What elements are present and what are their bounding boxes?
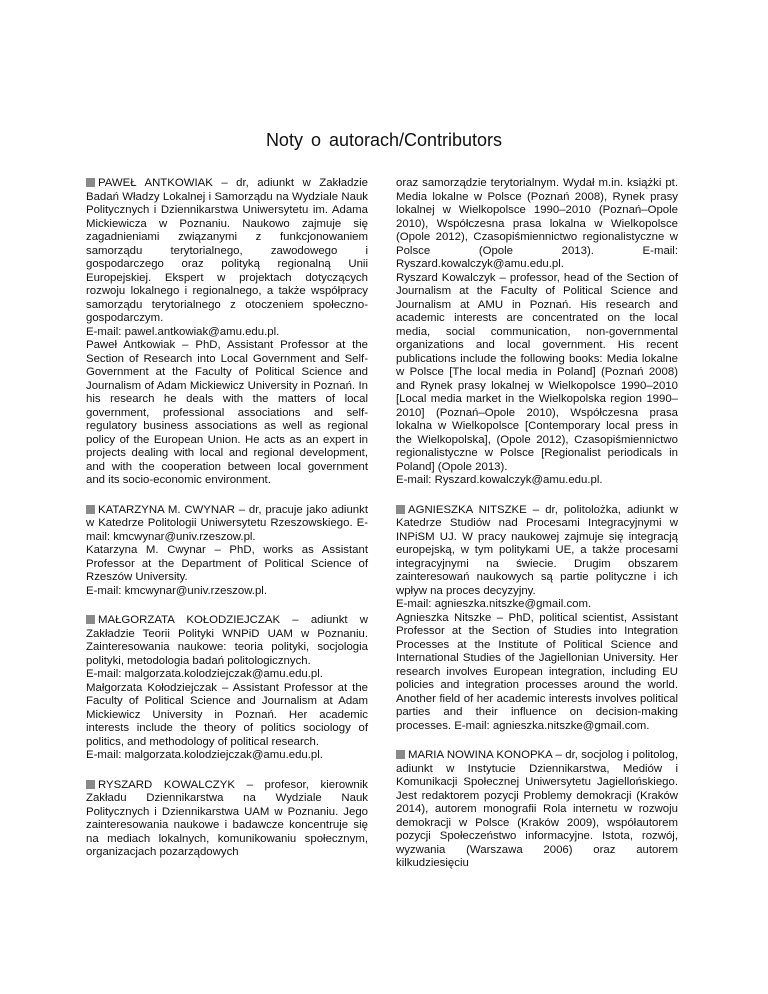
- contributor-bio: [396, 749, 678, 871]
- bio-paragraph: E-mail: malgorzata.kolodziejczak@amu.edu.pl.: [86, 749, 323, 761]
- bio-paragraph: E-mail: kmcwynar@univ.rzeszow.pl.: [86, 584, 267, 597]
- left-column: [86, 177, 368, 876]
- bio-paragraph: E-mail: Ryszard.kowalczyk@amu.edu.pl.: [396, 474, 603, 486]
- square-bullet-icon: [396, 505, 405, 514]
- bio-paragraph: Małgorzata Kołodziejczak – Assistant Professor at the Faculty of Political Science and Journalism at Adam Mickiewicz University in Poznań. Her academic interests include the theory of politics sociology of politics, and methodology of political research.: [86, 681, 368, 748]
- contributor-entry: [86, 614, 368, 763]
- bio-paragraph: E-mail: malgorzata.kolodziejczak@amu.edu.pl.: [86, 668, 323, 680]
- square-bullet-icon: [86, 780, 95, 789]
- contributor-entry: [396, 504, 678, 734]
- right-column: [396, 177, 678, 887]
- square-bullet-icon: [86, 178, 95, 187]
- bio-text: AGNIESZKA NITSZKE – dr, politolożka, adiunkt w Katedrze Studiów nad Procesami Integracyjnymi w INPiSM UJ. W pracy naukowej zajmuje się integracją europejską, w tym politykami UE, a także procesami integracyjnymi na świecie. Drugim obszarem zainteresowań naukowych są partie polityczne i ich wpływ na proces decyzyjny.: [396, 503, 678, 597]
- square-bullet-icon: [396, 750, 405, 759]
- bio-text: RYSZARD KOWALCZYK – profesor, kierownik Zakładu Dziennikarstwa na Wydziale Nauk Politycznych i Dziennikarstwa UAM w Poznaniu. Jego zainteresowania naukowe i badawcze koncentruje się na mediach lokalnych, komunikowaniu społecznym, organizacjach pozarządowych: [86, 778, 368, 858]
- bio-paragraph: E-mail: agnieszka.nitszke@gmail.com.: [396, 598, 592, 610]
- contributor-entry: [86, 177, 368, 488]
- contributor-entry: [86, 779, 368, 860]
- bio-text: PAWEŁ ANTKOWIAK – dr, adiunkt w Zakładzie Badań Władzy Lokalnej i Samorządu na Wydziale Nauk Politycznych i Dziennikarstwa Uniwersytetu im. Adama Mickiewicza w Poznaniu. Naukowo zajmuje się zagadnieniami związanymi z funkcjonowaniem samorządu terytorialnego, zawodowego i gospodarczego oraz polityką regionalną Unii Europejskiej. Ekspert w projektach dotyczących rozwoju lokalnego i regionalnego, a także współpracy samorządu terytorialnego z otoczeniem społeczno-gospodarczym.: [86, 177, 368, 324]
- square-bullet-icon: [86, 505, 95, 514]
- contributor-entry: [396, 749, 678, 871]
- page-title: Noty o autorach/Contributors: [265, 130, 503, 150]
- bio-paragraph: E-mail: pawel.antkowiak@amu.edu.pl.: [86, 325, 280, 338]
- contributor-bio: [86, 614, 368, 668]
- bio-paragraph: Paweł Antkowiak – PhD, Assistant Professor at the Section of Research into Local Government and Self-Government at the Faculty of Political Science and Journalism of Adam Mickiewicz University in Poznań. In his research he deals with the matters of local government, professional associations and self-regulatory business associations as well as regional policy of the European Union. He acts as an expert in projects dealing with local and regional development, and with the cooperation between local government and its socio-economic environment.: [86, 339, 368, 486]
- contributor-entry: [86, 504, 368, 599]
- contributor-bio: [86, 504, 368, 545]
- bio-text: MARIA NOWINA KONOPKA – dr, socjolog i politolog, adiunkt w Instytucie Dziennikarstwa, Mediów i Komunikacji Społecznej Uniwersytetu Jagiellońskiego. Jest redaktorem pozycji Problemy demokracji (Kraków 2014), autorem monografii Rola internetu w rozwoju demokracji w Polsce (Kraków 2009), współautorem pozycji Społeczeństwo informacyjne. Istota, rozwój, wyzwania (Warszawa 2006) oraz autorem kilkudziesięciu: [396, 749, 678, 869]
- bio-paragraph: Katarzyna M. Cwynar – PhD, works as Assistant Professor at the Department of Political Science of Rzeszów University.: [86, 544, 368, 583]
- bio-paragraph: Agnieszka Nitszke – PhD, political scientist, Assistant Professor at the Section of Studies into Integration Processes at the Institute of Political Science and International Studies of the Jagiellonian University. Her research involves European integration, including EU policies and integration processes around the world. Another field of her academic interests involves political parties and their influence on decision-making processes. E-mail: agnieszka.nitszke@gmail.com.: [396, 611, 678, 732]
- bio-text: KATARZYNA M. CWYNAR – dr, pracuje jako adiunkt w Katedrze Politologii Uniwersytetu Rzeszowskiego. E-mail: kmcwynar@univ.rzeszow.pl.: [86, 503, 368, 543]
- contributor-entry-continued: [396, 177, 678, 488]
- bio-paragraph: oraz samorządzie terytorialnym. Wydał m.in. książki pt. Media lokalne w Polsce (Poznań 2008), Rynek prasy lokalnej w Wielkopolsce 1990–2010 (Poznań–Opole 2010), Współczesna prasa lokalna w Wielkopolsce (Opole 2012), Czasopiśmiennictwo regionalistyczne w Polsce (Opole 2013). E-mail: Ryszard.kowalczyk@amu.edu.pl.: [396, 177, 678, 270]
- contributor-bio: [86, 779, 368, 860]
- bio-text: MAŁGORZATA KOŁODZIEJCZAK – adiunkt w Zakładzie Teorii Polityki WNPiD UAM w Poznaniu. Zainteresowania naukowe: teoria polityki, socjologia polityki, metodologia badań politologicznych.: [86, 614, 368, 667]
- bio-paragraph: Ryszard Kowalczyk – professor, head of the Section of Journalism at the Faculty of Political Science and Journalism at AMU in Poznań. His research and academic interests are concentrated on the local media, social communication, non-governmental organizations and local government. His recent publications include the following books: Media lokalne w Polsce [The local media in Poland] (Poznań 2008) and Rynek prasy lokalnej w Wielkopolsce 1990–2010 [Local media market in the Wielkopolska region 1990–2010] (Poznań–Opole 2010), Współczesna prasa lokalna w Wielkopolsce [Contemporary local press in the Wielkopolska], (Opole 2012), Czasopiśmiennictwo regionalistyczne w Polsce [Regionalist periodicals in Poland] (Opole 2013).: [396, 271, 678, 473]
- contributor-bio: [86, 177, 368, 326]
- contributor-bio: [396, 504, 678, 599]
- square-bullet-icon: [86, 615, 95, 624]
